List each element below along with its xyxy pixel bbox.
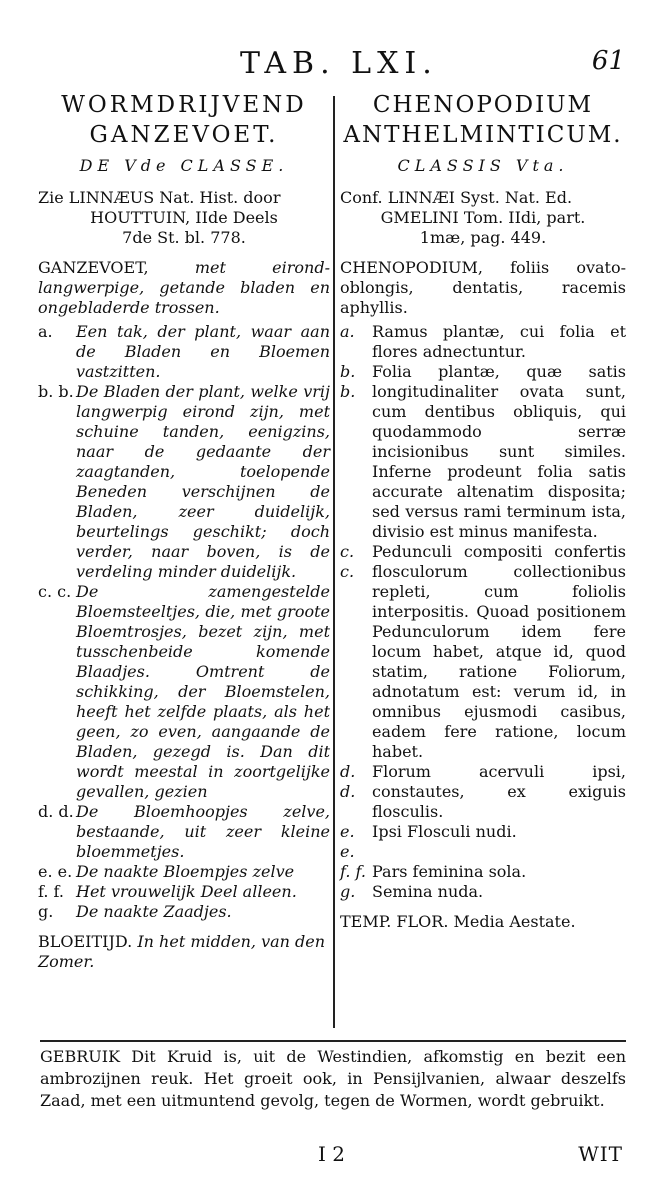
list-item: [340, 862, 626, 882]
list-item: [340, 542, 626, 762]
list-item: [38, 902, 330, 922]
column-divider: [333, 96, 335, 1028]
latin-item-list: [340, 322, 626, 902]
dutch-ref-line2: HOUTTUIN, IIde Deels: [90, 208, 278, 227]
item-text: Pars feminina sola.: [372, 862, 527, 881]
dutch-desc-text: met eirond-langwerpige, getande bladen en ongebladerde trossen.: [38, 258, 330, 317]
latin-description: [340, 258, 626, 318]
temp-flor-label: TEMP. FLOR.: [340, 912, 449, 931]
list-item: [340, 882, 626, 902]
item-text: Semina nuda.: [372, 882, 484, 901]
temp-flor: [340, 912, 626, 932]
list-item: [340, 822, 626, 862]
catchword: WIT: [578, 1142, 623, 1166]
latin-ref-line2: GMELINI Tom. IIdi, part.: [380, 208, 586, 227]
flowering-text: In het midden, van den Zomer.: [38, 932, 326, 971]
dutch-ref-line3: 7de St. bl. 778.: [122, 228, 246, 247]
item-label: c. c.: [340, 542, 355, 581]
dutch-title-line1: WORMDRIJVEND: [61, 92, 307, 118]
item-label: a.: [38, 322, 53, 341]
latin-reference: [340, 188, 626, 248]
list-item: [38, 882, 330, 902]
flowering-time: [38, 932, 330, 972]
item-label: b. b.: [340, 362, 356, 401]
latin-title-line2: ANTHELMINTICUM.: [343, 122, 623, 148]
list-item: [38, 802, 330, 862]
item-text: Folia plantæ, quæ satis longitudinaliter ovata sunt, cum dentibus obliquis, qui quodammodo serræ incisionibus sunt similes. Inferne prodeunt folia satis accurate altenatim disposita; sed versus rami terminum ista, divisio est minus manifesta.: [372, 362, 626, 541]
list-item: [38, 582, 330, 802]
dutch-reference: [38, 188, 330, 248]
latin-desc-text: foliis ovato-oblongis, dentatis, racemis aphyllis.: [340, 258, 626, 317]
latin-title-line1: CHENOPODIUM: [372, 92, 594, 118]
list-item: [340, 362, 626, 542]
item-text: Een tak, der plant, waar aan de Bladen en Bloemen vastzitten.: [76, 322, 330, 381]
latin-column: [340, 90, 626, 932]
plate-title: TAB. LXI.: [240, 46, 438, 81]
latin-desc-name: CHENOPODIUM,: [340, 258, 483, 277]
latin-ref-line1: Conf. LINNÆI Syst. Nat. Ed.: [340, 188, 573, 207]
item-text: Ipsi Flosculi nudi.: [372, 822, 517, 841]
dutch-column: [38, 90, 330, 972]
item-label: g.: [340, 882, 356, 901]
dutch-ref-line1: Zie LINNÆUS Nat. Hist. door: [38, 188, 281, 207]
page-number: 61: [591, 46, 625, 76]
list-item: [340, 762, 626, 822]
latin-ref-line3: 1mæ, pag. 449.: [419, 228, 547, 247]
page-header: [0, 44, 663, 84]
item-label: e. e.: [340, 822, 355, 861]
item-text: Pedunculi compositi confertis flosculorum collectionibus repleti, cum foliolis interpositis. Quoad positionem Pedunculorum idem fere locum habet, atque id, quod statim, ratione Foliorum, adnotatum est: verum id, in omnibus ejusmodi casibus, eadem fere ratione, locum habet.: [372, 542, 626, 761]
item-text: Het vrouwelijk Deel alleen.: [76, 882, 297, 901]
dutch-item-list: [38, 322, 330, 922]
item-label: c. c.: [38, 582, 72, 601]
item-label: d. d.: [340, 762, 356, 801]
dutch-description: [38, 258, 330, 318]
item-label: a.: [340, 322, 355, 341]
item-label: e. e.: [38, 862, 73, 881]
item-text: Florum acervuli ipsi, constautes, ex exiguis flosculis.: [372, 762, 626, 821]
item-text: De Bladen der plant, welke vrij langwerpig eirond zijn, met schuine tanden, eenigzins, naar de gedaante der zaagtanden, toelopende Beneden verschijnen de Bladen, zeer duidelijk, beurtelings geschikt; doch verder, naar boven, is de verdeling minder duidelijk.: [76, 382, 330, 581]
flowering-label: BLOEITIJD.: [38, 932, 133, 951]
list-item: [38, 862, 330, 882]
list-item: [340, 322, 626, 362]
latin-classis: CLASSIS Vta.: [397, 156, 569, 175]
item-label: b. b.: [38, 382, 74, 401]
item-label: d. d.: [38, 802, 74, 821]
list-item: [38, 382, 330, 582]
footer-rule: [40, 1040, 626, 1042]
signature-mark: I 2: [318, 1142, 345, 1166]
item-label: f. f.: [38, 882, 64, 901]
usage-note: GEBRUIK Dit Kruid is, uit de Westindien, afkomstig en bezit een ambrozijnen reuk. Het groeit ook, in Pensijlvanien, alwaar deszelfs Zaad, met een uitmuntend gevolg, tegen de Wormen, wordt gebruikt.: [40, 1047, 626, 1110]
item-label: f. f.: [340, 862, 366, 881]
list-item: [38, 322, 330, 382]
dutch-classis: DE Vde CLASSE.: [79, 156, 289, 175]
dutch-title-line2: GANZEVOET.: [89, 122, 279, 148]
item-text: Ramus plantæ, cui folia et flores adnectuntur.: [372, 322, 626, 361]
item-text: De zamengestelde Bloemsteeltjes, die, met groote Bloemtrosjes, bezet zijn, met tusschenbeide komende Blaadjes. Omtrent de schikking, der Bloemstelen, heeft het zelfde plaats, als het geen, zo even, aangaande de Bladen, gezegd is. Dan dit wordt meestal in zoortgelijke gevallen, gezien: [76, 582, 330, 801]
dutch-desc-name: GANZEVOET,: [38, 258, 149, 277]
temp-flor-text: Media Aestate.: [453, 912, 576, 931]
item-text: De naakte Zaadjes.: [76, 902, 232, 921]
item-text: De naakte Bloempjes zelve: [76, 862, 295, 881]
page-footer: [0, 1142, 663, 1168]
item-label: g.: [38, 902, 54, 921]
item-text: De Bloemhoopjes zelve, bestaande, uit zeer kleine bloemmetjes.: [76, 802, 330, 861]
